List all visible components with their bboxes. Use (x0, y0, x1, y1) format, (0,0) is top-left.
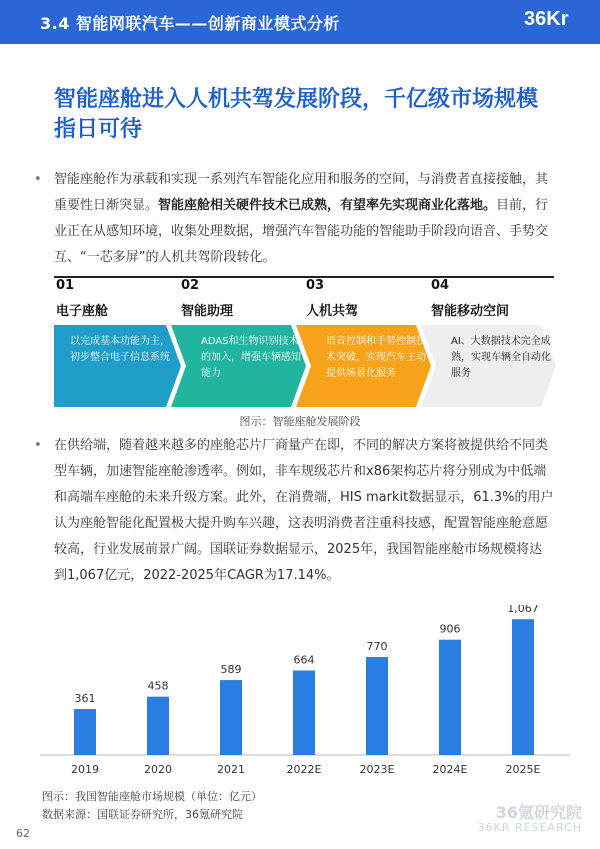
watermark-logo-text: 36氪研究院 (495, 803, 582, 822)
stages-caption: 图示：智能座舱发展阶段 (239, 415, 361, 428)
stage-number: 03 (306, 278, 325, 293)
stage-3 (304, 276, 429, 408)
bar-2019 (74, 709, 96, 755)
stage-1 (54, 276, 179, 408)
watermark-subtext: 36KR RESEARCH (477, 821, 582, 834)
bar-2022E (293, 670, 315, 755)
stage-name: 电子座舱 (56, 304, 109, 319)
stage-timeline (54, 276, 554, 408)
bar-2020 (147, 697, 169, 755)
bar-2023E (366, 657, 388, 755)
stage-name: 智能助理 (181, 304, 234, 319)
section-title: 3.4 智能网联汽车——创新商业模式分析 (40, 14, 340, 33)
stage-number: 02 (181, 278, 200, 293)
paragraph-supply-text: 在供给端，随着越来越多的座舱芯片厂商量产在即，不同的解决方案将被提供给不同类型车辆，加速智能座舱渗透率。例如，非车规级芯片和x86架构芯片将分别成为中低端和高端车座舱的未来升级方案。此外，在消费端，HIS markit数据显示，61.3%的用户认为座舱智能化配置极大提升购车兴趣，这表明消费者注重科技感，配置智能座舱意愿较高，行业发展前景广阔。国联证券数据显示，2025年，我国智能座舱市场规模将达到1,067亿元，2022-2025年CAGR为17.14%。 (54, 438, 554, 583)
x-tick-label: 2024E (432, 763, 468, 776)
bar-2024E (439, 640, 461, 755)
paragraph-supply (34, 433, 554, 589)
page-number: 62 (16, 827, 30, 840)
bar-value-label: 664 (293, 653, 315, 667)
market-size-bar-chart (40, 605, 570, 785)
bar-value-label: 906 (439, 622, 461, 636)
x-tick-label: 2020 (144, 763, 172, 776)
stage-description: ADAS和生物识别技术的加入，增强车辆感知能力 (201, 336, 301, 379)
x-tick-label: 2022E (286, 763, 322, 776)
x-tick-label: 2025E (505, 763, 541, 776)
stage-number: 01 (56, 278, 75, 293)
36kr-logo-icon (522, 3, 582, 41)
paragraph-intro (34, 167, 554, 271)
bar-value-label: 1,067 (507, 605, 539, 616)
data-source: 数据来源：国联证券研究所，36氪研究院 (42, 808, 243, 821)
stage-description: AI、大数据技术完全成熟，实现车辆全自动化服务 (451, 336, 551, 379)
stage-description: 以完成基本功能为主，初步整合电子信息系统 (70, 336, 170, 363)
stage-number: 04 (431, 278, 450, 293)
stage-2 (179, 276, 304, 408)
bar-2021 (220, 680, 242, 755)
bar-value-label: 589 (220, 663, 242, 677)
logo-text: 36Kr (524, 8, 569, 30)
bar-value-label: 770 (366, 640, 388, 653)
x-tick-label: 2019 (71, 763, 99, 776)
stage-4 (429, 276, 554, 408)
paragraph-intro-lead: 智能座舱作为承载和实现一系列汽车智能化应用和服务的空间，与消费者直接接触，其重要性日渐突显。 (54, 172, 549, 213)
paragraph-intro-tail: 目前，行业正在从感知环境，收集处理数据，增强汽车智能功能的智能助手阶段向语音、手势交互、“一芯多屏”的人机共驾阶段转化。 (54, 198, 549, 265)
bullet-icon: • (34, 172, 42, 187)
bullet-icon: • (34, 438, 42, 453)
stage-name: 人机共驾 (306, 304, 359, 319)
x-tick-label: 2021 (217, 763, 245, 776)
x-tick-label: 2023E (359, 763, 395, 776)
paragraph-intro-bold: 智能座舱相关硬件技术已成熟，有望率先实现商业化落地。 (158, 198, 497, 213)
stage-description: 语音控制和手势控制技术突破，实现汽车主动提供场景化服务 (326, 336, 426, 379)
chart-caption: 图示：我国智能座舱市场规模（单位：亿元） (42, 790, 262, 803)
bar-value-label: 361 (74, 692, 96, 706)
header-bar (0, 0, 600, 44)
bar-value-label: 458 (147, 679, 169, 693)
bar-2025E (512, 619, 534, 755)
page-headline: 智能座舱进入人机共驾发展阶段，千亿级市场规模指日可待 (54, 87, 539, 142)
stage-name: 智能移动空间 (431, 304, 510, 319)
